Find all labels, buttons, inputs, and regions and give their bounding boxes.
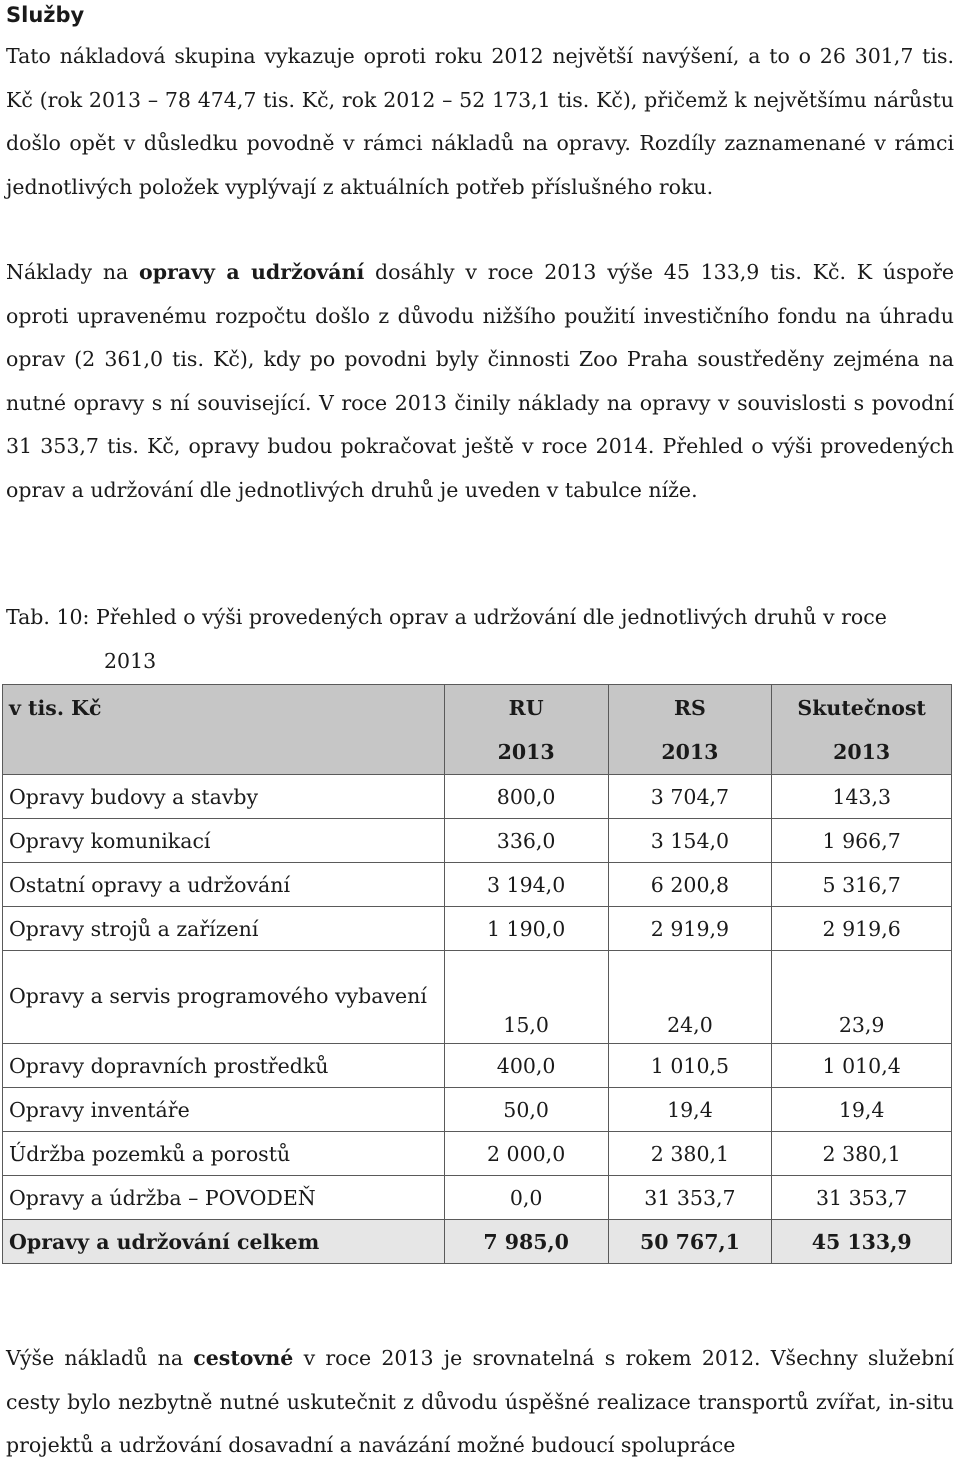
table-row [3,863,952,907]
cell-ru: 0,0 [444,1176,608,1220]
total-label: Opravy a udržování celkem [3,1220,445,1264]
cell-rs: 2 919,9 [608,907,772,951]
cell-ru: 50,0 [444,1088,608,1132]
total-actual: 45 133,9 [772,1220,952,1264]
cell-actual: 143,3 [772,775,952,819]
cell-rs: 24,0 [608,951,772,1044]
cell-ru: 15,0 [444,951,608,1044]
row-label: Ostatní opravy a udržování [3,863,445,907]
row-label: Opravy inventáře [3,1088,445,1132]
table-caption-year: 2013 [104,648,157,673]
row-label: Opravy budovy a stavby [3,775,445,819]
cell-ru: 1 190,0 [444,907,608,951]
row-label: Opravy a servis programového vybavení [3,951,445,1044]
table-total-row [3,1220,952,1264]
cell-actual: 2 380,1 [772,1132,952,1176]
table-row [3,819,952,863]
table-row [3,775,952,819]
table-row [3,1088,952,1132]
table-caption-text: Tab. 10: Přehled o výši provedených oprav a udržování dle jednotlivých druhů v roce [6,605,887,629]
row-label: Opravy strojů a zařízení [3,907,445,951]
table-row [3,1132,952,1176]
table-row [3,951,952,1044]
cell-rs: 6 200,8 [608,863,772,907]
cell-rs: 1 010,5 [608,1044,772,1088]
cell-ru: 800,0 [444,775,608,819]
cell-rs: 19,4 [608,1088,772,1132]
paragraph-travel [6,1337,954,1468]
table-row [3,1044,952,1088]
cell-rs: 31 353,7 [608,1176,772,1220]
header-rs: RS 2013 [608,685,772,775]
cell-ru: 336,0 [444,819,608,863]
table-row [3,907,952,951]
cell-rs: 3 704,7 [608,775,772,819]
cell-ru: 400,0 [444,1044,608,1088]
header-unit: v tis. Kč [3,685,445,775]
table-row [3,1176,952,1220]
cell-rs: 2 380,1 [608,1132,772,1176]
cell-actual: 1 010,4 [772,1044,952,1088]
header-actual: Skutečnost 2013 [772,685,952,775]
section-heading: Služby [6,3,85,27]
cell-actual: 19,4 [772,1088,952,1132]
row-label: Údržba pozemků a porostů [3,1132,445,1176]
cell-ru: 3 194,0 [444,863,608,907]
paragraph-repairs-post: dosáhly v roce 2013 výše 45 133,9 tis. Kč. K úspoře oproti upravenému rozpočtu došlo z důvodu nižšího použití investičního fondu na úhradu oprav (2 361,0 tis. Kč), kdy po povodni byly činnosti Zoo Praha soustředěny zejména na nutné opravy s ní související. V roce 2013 činily náklady na opravy v souvislosti s povodní 31 353,7 tis. Kč, opravy budou pokračovat ještě v roce 2014. Přehled o výši provedených oprav a udržování dle jednotlivých druhů je uveden v tabulce níže. [6,260,954,502]
paragraph-services-intro: Tato nákladová skupina vykazuje oproti roku 2012 největší navýšení, a to o 26 301,7 tis. Kč (rok 2013 – 78 474,7 tis. Kč, rok 2012 – 52 173,1 tis. Kč), přičemž k největšímu nárůstu došlo opět v důsledku povodně v rámci nákladů na opravy. Rozdíly zaznamenané v rámci jednotlivých položek vyplývají z aktuálních potřeb příslušného roku. [6,44,954,199]
cell-rs: 3 154,0 [608,819,772,863]
cell-actual: 2 919,6 [772,907,952,951]
header-ru: RU 2013 [444,685,608,775]
cell-ru: 2 000,0 [444,1132,608,1176]
paragraph-travel-post: v roce 2013 je srovnatelná s rokem 2012. Všechny služební cesty bylo nezbytně nutné uskutečnit z důvodu úspěšné realizace transportů zvířat, in-situ projektů a udržování dosavadní a navázání možné budoucí spolupráce [6,1346,954,1457]
paragraph-travel-bold: cestovné [193,1346,294,1370]
row-label: Opravy komunikací [3,819,445,863]
repairs-table [2,684,952,1264]
table-header-row [3,685,952,775]
cell-actual: 31 353,7 [772,1176,952,1220]
cell-actual: 5 316,7 [772,863,952,907]
paragraph-repairs-pre: Náklady na [6,260,140,284]
total-rs: 50 767,1 [608,1220,772,1264]
row-label: Opravy dopravních prostředků [3,1044,445,1088]
paragraph-repairs-bold: opravy a udržování [139,260,365,284]
cell-actual: 1 966,7 [772,819,952,863]
cell-actual: 23,9 [772,951,952,1044]
total-ru: 7 985,0 [444,1220,608,1264]
paragraph-repairs [6,251,954,512]
paragraph-travel-pre: Výše nákladů na [6,1346,194,1370]
row-label: Opravy a údržba – POVODEŇ [3,1176,445,1220]
table-caption [6,596,954,683]
